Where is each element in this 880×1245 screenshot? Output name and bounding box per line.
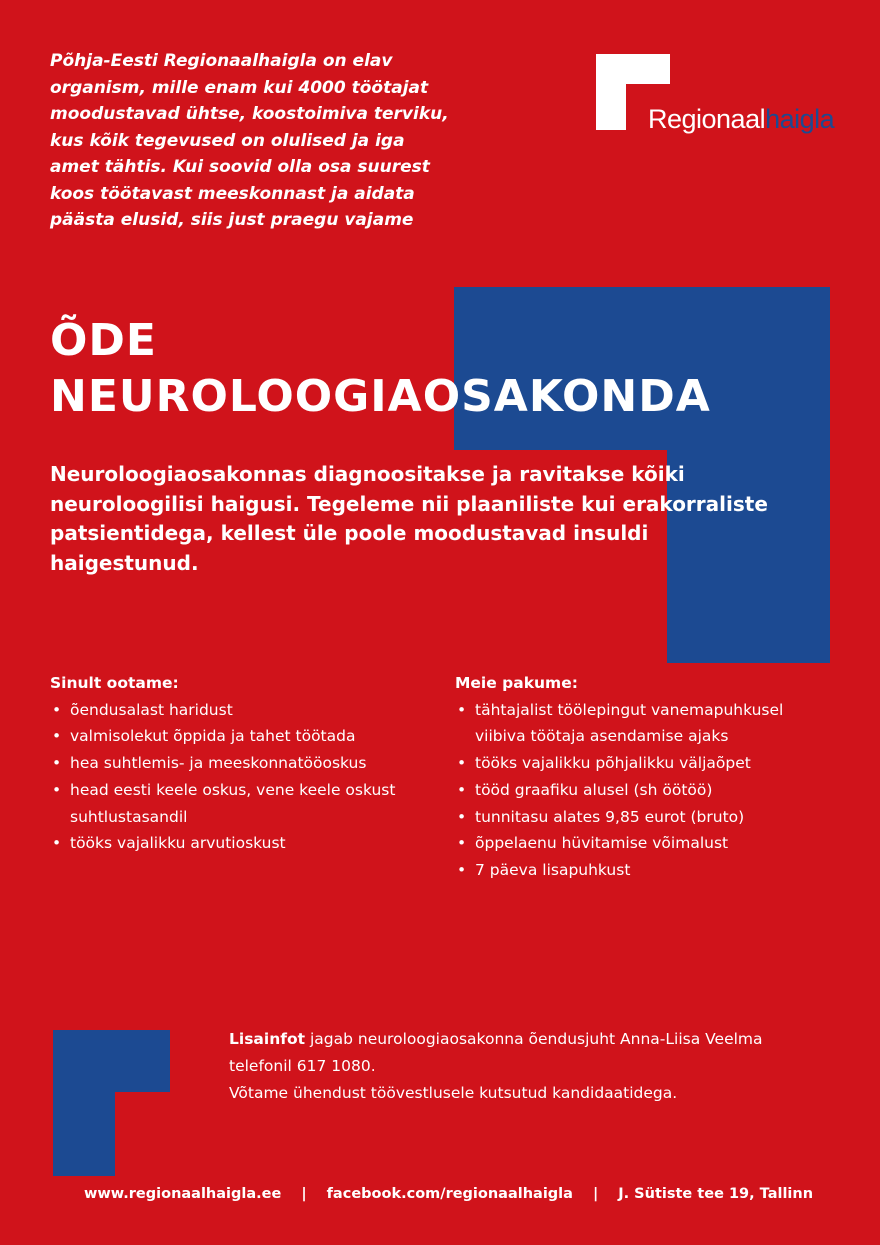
footer-separator: | (301, 1186, 307, 1202)
contact-label: Lisainfot (229, 1030, 306, 1048)
list-item: • tunnitasu alates 9,85 eurot (bruto) (455, 804, 845, 831)
footer-website-link[interactable]: www.regionaalhaigla.ee (84, 1186, 282, 1202)
list-item: • tööd graafiku alusel (sh öötöö) (455, 777, 845, 804)
requirements-title: Sinult ootame: (50, 674, 179, 692)
contact-note: Võtame ühendust töövestlusele kutsutud kandidaatidega. (229, 1084, 678, 1102)
logo-word-part2: haigla (765, 104, 835, 134)
contact-line-1 (229, 1026, 829, 1053)
page-title (50, 313, 711, 425)
requirements-list (50, 697, 440, 857)
list-item: • õendusalast haridust (50, 697, 440, 724)
list-item: • head eesti keele oskus, vene keele oskust suhtlustasandil (50, 777, 416, 830)
footer-facebook-link[interactable]: facebook.com/regionaalhaigla (326, 1186, 573, 1202)
regionaalhaigla-logo (596, 54, 836, 144)
logo-word-part1: Regionaal (648, 104, 766, 134)
list-item: • valmisolekut õppida ja tahet töötada (50, 723, 440, 750)
footer (84, 1186, 814, 1202)
contact-phone: telefonil 617 1080. (229, 1057, 376, 1075)
offers-list (455, 697, 845, 884)
contact-info (229, 1026, 829, 1107)
logo-wordmark (648, 104, 834, 135)
offers-section (455, 670, 845, 884)
list-item: • tööks vajalikku põhjalikku väljaõpet (455, 750, 845, 777)
list-item: • tähtajalist töölepingut vanemapuhkusel viibiva töötaja asendamise ajaks (455, 697, 815, 750)
title-line-1: ÕDE (50, 315, 157, 366)
intro-text: Põhja-Eesti Regionaalhaigla on elav organism, mille enam kui 4000 töötajat moodustavad ühtse, koostoimiva terviku, kus kõik tegevused on olulised ja iga amet tähtis. Kui soovid olla osa suurest koos töötavast meeskonnast ja aidata päästa elusid, siis just praegu vajame (50, 51, 449, 230)
list-item: • hea suhtlemis- ja meeskonnatööoskus (50, 750, 440, 777)
requirements-section (50, 670, 440, 857)
title-line-2: NEUROLOOGIAOSAKONDA (50, 371, 711, 422)
list-item: • tööks vajalikku arvutioskust (50, 830, 440, 857)
footer-separator: | (592, 1186, 599, 1202)
contact-text: jagab neuroloogiaosakonna õendusjuht Anna-Liisa Veelma (305, 1030, 763, 1048)
list-item: • õppelaenu hüvitamise võimalust (455, 830, 845, 857)
blue-decoration-small (53, 1030, 170, 1176)
offers-title: Meie pakume: (455, 674, 578, 692)
list-item: • 7 päeva lisapuhkust (455, 857, 845, 884)
department-description: Neuroloogiaosakonnas diagnoositakse ja ravitakse kõiki neuroloogilisi haigusi. Tegeleme nii plaaniliste kui erakorraliste patsientidega, kellest üle poole moodustavad insuldi haigestunud. (50, 462, 768, 575)
footer-address: J. Sütiste tee 19, Tallinn (618, 1186, 814, 1202)
